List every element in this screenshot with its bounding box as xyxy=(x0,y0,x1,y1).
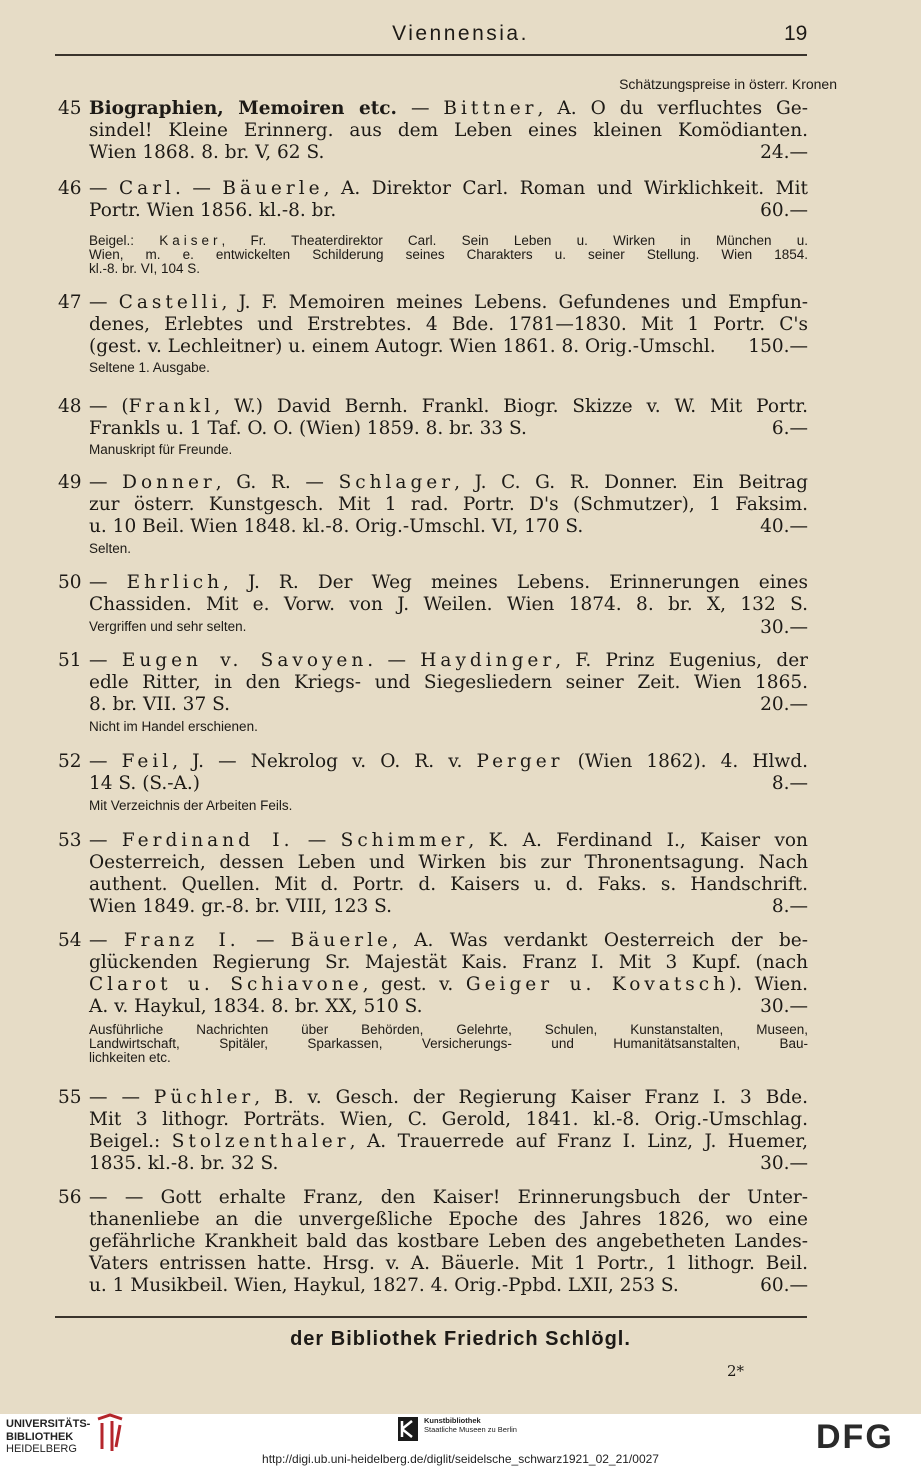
entry-line: — — Püchler, B. v. Gesch. der Regierung Kaiser Franz I. 3 Bde. xyxy=(89,1087,809,1108)
entry-line: — Donner, G. R. — Schlager, J. C. G. R. Donner. Ein Beitrag xyxy=(89,472,808,493)
entry-line: glückenden Regierung Sr. Majestät Kais. Franz I. Mit 3 Kupf. (nach xyxy=(89,952,808,973)
entry-line: u. 10 Beil. Wien 1848. kl.-8. Orig.-Umschl. VI, 170 S. xyxy=(89,516,584,537)
price: 60.— xyxy=(760,200,808,221)
entry-line: — — Gott erhalte Franz, den Kaiser! Erinnerungsbuch der Unter- xyxy=(89,1187,808,1208)
entry-note: Beigel.: Kaiser, Fr. Theaterdirektor Carl. Sein Leben u. Wirken in München u. xyxy=(89,233,809,248)
permalink-url[interactable]: http://digi.ub.uni-heidelberg.de/diglit/seidelsche_schwarz1921_02_21/0027 xyxy=(262,1452,659,1466)
kunstbibliothek-logo-icon xyxy=(398,1417,418,1441)
entry-line: Wien 1868. 8. br. V, 62 S. xyxy=(89,142,325,163)
price: 8.— xyxy=(771,773,808,794)
entry-line: authent. Quellen. Mit d. Portr. d. Kaisers u. d. Faks. s. Handschrift. xyxy=(89,874,808,895)
entry-line: denes, Erlebtes und Erstrebtes. 4 Bde. 1781—1830. Mit 1 Portr. C's xyxy=(89,314,808,335)
entry-number: 48 xyxy=(58,396,82,417)
entry-line: Mit 3 lithogr. Porträts. Wien, C. Gerold, 1841. kl.-8. Orig.-Umschlag. xyxy=(89,1109,808,1130)
entry-line: — Eugen v. Savoyen. — Haydinger, F. Prinz Eugenius, der xyxy=(89,650,808,671)
entry-number: 56 xyxy=(58,1187,82,1208)
header-rule xyxy=(55,54,807,56)
entry-number: 45 xyxy=(58,98,82,119)
entry-line: gefährliche Krankheit bald das kostbare Leben des angebetheten Landes- xyxy=(89,1231,808,1252)
price: 60.— xyxy=(760,1275,808,1296)
price: 20.— xyxy=(760,694,808,715)
entry-line: 8. br. VII. 37 S. xyxy=(89,694,230,715)
entry-number: 46 xyxy=(58,178,82,199)
entry-line: — Carl. — Bäuerle, A. Direktor Carl. Roman und Wirklichkeit. Mit xyxy=(89,178,808,199)
entry-note: Ausführliche Nachrichten über Behörden, Gelehrte, Schulen, Kunstanstalten, Museen, xyxy=(89,1022,808,1037)
page-number: 19 xyxy=(784,22,808,45)
entry-note: Wien, m. e. entwickelten Schilderung seines Charakters u. seiner Stellung. Wien 1854. xyxy=(89,247,808,262)
library-name: UNIVERSITÄTS- BIBLIOTHEK HEIDELBERG xyxy=(6,1418,91,1455)
entry-note: Selten. xyxy=(89,541,132,556)
column-header: Schätzungspreise in österr. Kronen xyxy=(619,76,837,92)
footer-rule xyxy=(55,1316,807,1318)
entry-line: — Ehrlich, J. R. Der Weg meines Lebens. Erinnerungen eines xyxy=(89,572,808,593)
entry-number: 55 xyxy=(58,1087,82,1108)
entry-line: edle Ritter, in den Kriegs- und Siegesliedern seiner Zeit. Wien 1865. xyxy=(89,672,808,693)
entry-number: 50 xyxy=(58,572,82,593)
entry-number: 47 xyxy=(58,292,82,313)
entry-line: — (Frankl, W.) David Bernh. Frankl. Biogr. Skizze v. W. Mit Portr. xyxy=(89,396,808,417)
university-library-logo-icon xyxy=(92,1413,126,1453)
entry-number: 51 xyxy=(58,650,82,671)
entry-number: 54 xyxy=(58,930,82,951)
signature-mark: 2* xyxy=(727,1362,745,1380)
entry-note: Vergriffen und sehr selten. xyxy=(89,619,247,634)
price: 8.— xyxy=(771,896,808,917)
entry-line: Vaters entrissen hatte. Hrsg. v. A. Bäuerle. Mit 1 Portr., 1 lithogr. Beil. xyxy=(89,1253,808,1274)
entry-note: Landwirtschaft, Spitäler, Sparkassen, Versicherungs- und Humanitätsanstalten, Bau- xyxy=(89,1036,808,1051)
entry-line: — Feil, J. — Nekrolog v. O. R. v. Perger (Wien 1862). 4. Hlwd. xyxy=(89,751,808,772)
entry-line: zur österr. Kunstgesch. Mit 1 rad. Portr. D's (Schmutzer), 1 Faksim. xyxy=(89,494,808,515)
entry-line: 1835. kl.-8. br. 32 S. xyxy=(89,1153,279,1174)
entry-note: Seltene 1. Ausgabe. xyxy=(89,360,210,375)
entry-line: — Castelli, J. F. Memoiren meines Lebens. Gefundenes und Empfun- xyxy=(89,292,808,313)
entry-note: lichkeiten etc. xyxy=(89,1050,171,1065)
price: 24.— xyxy=(760,142,808,163)
price: 150.— xyxy=(748,336,808,357)
entry-line: Chassiden. Mit e. Vorw. von J. Weilen. Wien 1874. 8. br. X, 132 S. xyxy=(89,594,808,615)
price: 30.— xyxy=(760,1153,808,1174)
entry-line: Oesterreich, dessen Leben und Wirken bis zur Thronentsagung. Nach xyxy=(89,852,808,873)
entry-line: Frankls u. 1 Taf. O. O. (Wien) 1859. 8. br. 33 S. xyxy=(89,418,527,439)
entry-line: (gest. v. Lechleitner) u. einem Autogr. Wien 1861. 8. Orig.-Umschl. xyxy=(89,336,716,357)
kunstbibliothek-label: Kunstbibliothek Staatliche Museen zu Berlin xyxy=(424,1416,517,1434)
footer-title: der Bibliothek Friedrich Schlögl. xyxy=(290,1328,631,1350)
entry-line: thanenliebe an die unvergeßliche Epoche des Jahres 1826, wo eine xyxy=(89,1209,808,1230)
entry-line: Clarot u. Schiavone, gest. v. Geiger u. Kovatsch). Wien. xyxy=(89,974,808,995)
entry-line: 14 S. (S.-A.) xyxy=(89,773,201,794)
dfg-logo: DFG xyxy=(816,1418,894,1456)
entry-number: 49 xyxy=(58,472,82,493)
entry-line: A. v. Haykul, 1834. 8. br. XX, 510 S. xyxy=(89,996,423,1017)
entry-line: Portr. Wien 1856. kl.-8. br. xyxy=(89,200,337,221)
entry-line: Wien 1849. gr.-8. br. VIII, 123 S. xyxy=(89,896,393,917)
price: 30.— xyxy=(760,996,808,1017)
entry-line: Beigel.: Stolzenthaler, A. Trauerrede auf Franz I. Linz, J. Huemer, xyxy=(89,1131,808,1152)
price: 30.— xyxy=(760,617,808,638)
entry-note: kl.-8. br. VI, 104 S. xyxy=(89,261,201,276)
price: 40.— xyxy=(760,516,808,537)
entry-line: u. 1 Musikbeil. Wien, Haykul, 1827. 4. Orig.-Ppbd. LXII, 253 S. xyxy=(89,1275,679,1296)
price: 6.— xyxy=(771,418,808,439)
entry-line: — Franz I. — Bäuerle, A. Was verdankt Oesterreich der be- xyxy=(89,930,808,951)
entry-note: Mit Verzeichnis der Arbeiten Feils. xyxy=(89,798,293,813)
entry-line: Biographien, Memoiren etc. — Bittner, A. O du verfluchtes Ge- xyxy=(89,98,809,119)
entry-number: 52 xyxy=(58,751,82,772)
entry-note: Manuskript für Freunde. xyxy=(89,442,233,457)
running-title: Viennensia. xyxy=(392,22,529,45)
entry-line: — Ferdinand I. — Schimmer, K. A. Ferdinand I., Kaiser von xyxy=(89,830,808,851)
entry-number: 53 xyxy=(58,830,82,851)
entry-line: sindel! Kleine Erinnerg. aus dem Leben eines kleinen Komödianten. xyxy=(89,120,808,141)
entry-note: Nicht im Handel erschienen. xyxy=(89,719,258,734)
